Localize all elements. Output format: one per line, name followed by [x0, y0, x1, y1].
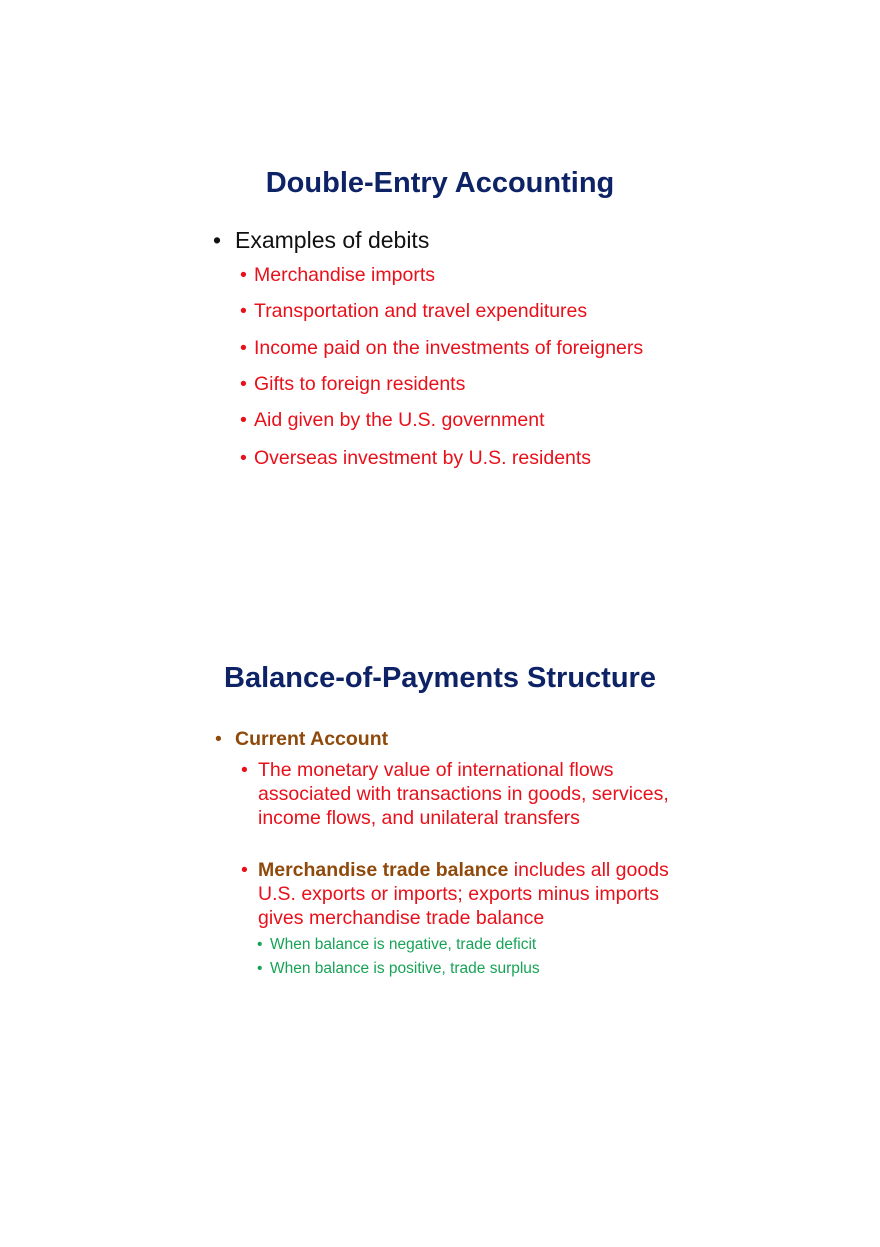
slide-balance-of-payments-structure	[0, 620, 880, 1247]
bullet-dot-icon: •	[240, 300, 247, 322]
bullet-dot-icon: •	[213, 227, 222, 253]
list-item: • When balance is negative, trade deficit	[257, 936, 537, 953]
merchandise-trade-balance-item: • Merchandise trade balance includes all goods U.S. exports or imports; exports minus imports gives merchandise trade balance	[241, 859, 669, 929]
list-item: • Overseas investment by U.S. residents	[240, 447, 592, 469]
merchandise-trade-balance-term: Merchandise trade balance	[258, 859, 509, 881]
bullet-dot-icon: •	[241, 859, 248, 881]
bullet-dot-icon: •	[240, 447, 247, 469]
bullet-dot-icon: •	[241, 759, 248, 781]
list-item: • When balance is positive, trade surplus	[257, 960, 540, 977]
bullet-dot-icon: •	[240, 264, 247, 286]
slide-title: Balance-of-Payments Structure	[224, 662, 656, 694]
list-item: • Merchandise imports	[240, 264, 435, 286]
list-item: • Income paid on the investments of foreigners	[240, 337, 644, 359]
bullet-dot-icon: •	[240, 337, 247, 359]
bullet-examples-of-debits: • Examples of debits	[213, 227, 430, 253]
list-item: • Gifts to foreign residents	[240, 373, 466, 395]
bullet-dot-icon: •	[240, 373, 247, 395]
list-item: • Transportation and travel expenditures	[240, 300, 588, 322]
bullet-dot-icon: •	[257, 960, 263, 977]
bullet-current-account: • Current Account	[215, 728, 389, 750]
current-account-definition: • The monetary value of international flows associated with transactions in goods, services, income flows, and unilateral transfers	[241, 759, 669, 829]
list-item: • Aid given by the U.S. government	[240, 409, 545, 431]
slide-title: Double-Entry Accounting	[265, 167, 615, 199]
bullet-dot-icon: •	[240, 409, 247, 431]
bullet-dot-icon: •	[215, 728, 222, 750]
bullet-dot-icon: •	[257, 936, 263, 953]
slide-double-entry-accounting	[0, 0, 880, 600]
